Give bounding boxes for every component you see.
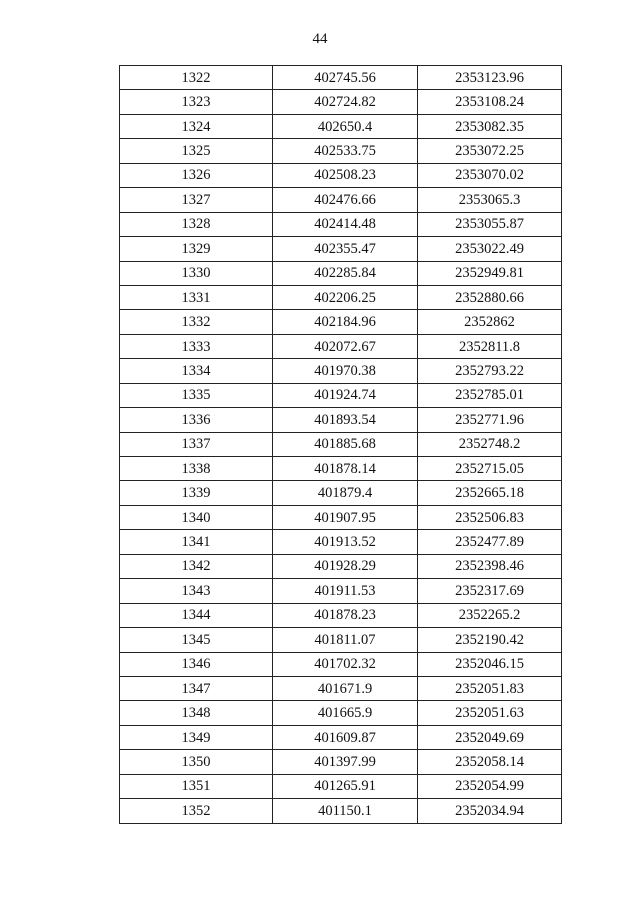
x-coordinate-cell: 401878.23: [273, 603, 418, 627]
coordinates-table-body: [120, 66, 562, 824]
x-coordinate-cell: 401265.91: [273, 774, 418, 798]
table-row: [120, 261, 562, 285]
x-coordinate-cell: 402206.25: [273, 285, 418, 309]
x-coordinate-cell: 402533.75: [273, 139, 418, 163]
point-number-cell: 1332: [120, 310, 273, 334]
y-coordinate-cell: 2352046.15: [418, 652, 562, 676]
table-row: [120, 163, 562, 187]
y-coordinate-cell: 2352058.14: [418, 750, 562, 774]
point-number-cell: 1351: [120, 774, 273, 798]
point-number-cell: 1322: [120, 66, 273, 90]
table-row: [120, 212, 562, 236]
y-coordinate-cell: 2352034.94: [418, 799, 562, 823]
x-coordinate-cell: 401885.68: [273, 432, 418, 456]
y-coordinate-cell: 2353072.25: [418, 139, 562, 163]
y-coordinate-cell: 2352317.69: [418, 579, 562, 603]
x-coordinate-cell: 402476.66: [273, 188, 418, 212]
point-number-cell: 1342: [120, 554, 273, 578]
table-row: [120, 530, 562, 554]
y-coordinate-cell: 2352049.69: [418, 725, 562, 749]
point-number-cell: 1325: [120, 139, 273, 163]
point-number-cell: 1344: [120, 603, 273, 627]
table-row: [120, 652, 562, 676]
point-number-cell: 1338: [120, 457, 273, 481]
point-number-cell: 1346: [120, 652, 273, 676]
x-coordinate-cell: 402184.96: [273, 310, 418, 334]
x-coordinate-cell: 401878.14: [273, 457, 418, 481]
point-number-cell: 1345: [120, 628, 273, 652]
x-coordinate-cell: 401893.54: [273, 408, 418, 432]
point-number-cell: 1334: [120, 359, 273, 383]
x-coordinate-cell: 401150.1: [273, 799, 418, 823]
point-number-cell: 1335: [120, 383, 273, 407]
x-coordinate-cell: 401913.52: [273, 530, 418, 554]
y-coordinate-cell: 2352051.63: [418, 701, 562, 725]
point-number-cell: 1336: [120, 408, 273, 432]
y-coordinate-cell: 2352265.2: [418, 603, 562, 627]
table-row: [120, 432, 562, 456]
x-coordinate-cell: 402508.23: [273, 163, 418, 187]
table-row: [120, 310, 562, 334]
y-coordinate-cell: 2352715.05: [418, 457, 562, 481]
table-row: [120, 285, 562, 309]
table-row: [120, 408, 562, 432]
point-number-cell: 1347: [120, 676, 273, 700]
point-number-cell: 1348: [120, 701, 273, 725]
y-coordinate-cell: 2352880.66: [418, 285, 562, 309]
point-number-cell: 1328: [120, 212, 273, 236]
point-number-cell: 1352: [120, 799, 273, 823]
point-number-cell: 1343: [120, 579, 273, 603]
table-row: [120, 188, 562, 212]
y-coordinate-cell: 2353108.24: [418, 90, 562, 114]
y-coordinate-cell: 2352862: [418, 310, 562, 334]
y-coordinate-cell: 2352477.89: [418, 530, 562, 554]
point-number-cell: 1340: [120, 505, 273, 529]
table-row: [120, 237, 562, 261]
table-row: [120, 359, 562, 383]
table-row: [120, 383, 562, 407]
table-row: [120, 554, 562, 578]
point-number-cell: 1333: [120, 334, 273, 358]
table-row: [120, 90, 562, 114]
y-coordinate-cell: 2353070.02: [418, 163, 562, 187]
y-coordinate-cell: 2352054.99: [418, 774, 562, 798]
table-row: [120, 334, 562, 358]
y-coordinate-cell: 2352785.01: [418, 383, 562, 407]
x-coordinate-cell: 401665.9: [273, 701, 418, 725]
table-row: [120, 139, 562, 163]
table-row: [120, 701, 562, 725]
y-coordinate-cell: 2353055.87: [418, 212, 562, 236]
table-row: [120, 799, 562, 823]
point-number-cell: 1323: [120, 90, 273, 114]
y-coordinate-cell: 2353065.3: [418, 188, 562, 212]
y-coordinate-cell: 2353022.49: [418, 237, 562, 261]
x-coordinate-cell: 401671.9: [273, 676, 418, 700]
x-coordinate-cell: 401924.74: [273, 383, 418, 407]
x-coordinate-cell: 401907.95: [273, 505, 418, 529]
page-number: 44: [312, 31, 328, 47]
table-row: [120, 725, 562, 749]
x-coordinate-cell: 401928.29: [273, 554, 418, 578]
y-coordinate-cell: 2353123.96: [418, 66, 562, 90]
point-number-cell: 1329: [120, 237, 273, 261]
y-coordinate-cell: 2352051.83: [418, 676, 562, 700]
x-coordinate-cell: 402650.4: [273, 114, 418, 138]
x-coordinate-cell: 401970.38: [273, 359, 418, 383]
y-coordinate-cell: 2352748.2: [418, 432, 562, 456]
y-coordinate-cell: 2352771.96: [418, 408, 562, 432]
table-row: [120, 505, 562, 529]
table-row: [120, 676, 562, 700]
x-coordinate-cell: 401397.99: [273, 750, 418, 774]
point-number-cell: 1331: [120, 285, 273, 309]
table-row: [120, 628, 562, 652]
y-coordinate-cell: 2353082.35: [418, 114, 562, 138]
x-coordinate-cell: 402724.82: [273, 90, 418, 114]
y-coordinate-cell: 2352190.42: [418, 628, 562, 652]
x-coordinate-cell: 402285.84: [273, 261, 418, 285]
y-coordinate-cell: 2352949.81: [418, 261, 562, 285]
y-coordinate-cell: 2352665.18: [418, 481, 562, 505]
table-row: [120, 750, 562, 774]
x-coordinate-cell: 402072.67: [273, 334, 418, 358]
x-coordinate-cell: 402355.47: [273, 237, 418, 261]
table-row: [120, 481, 562, 505]
x-coordinate-cell: 402745.56: [273, 66, 418, 90]
point-number-cell: 1350: [120, 750, 273, 774]
y-coordinate-cell: 2352398.46: [418, 554, 562, 578]
x-coordinate-cell: 401911.53: [273, 579, 418, 603]
x-coordinate-cell: 401811.07: [273, 628, 418, 652]
point-number-cell: 1327: [120, 188, 273, 212]
table-row: [120, 457, 562, 481]
table-row: [120, 774, 562, 798]
point-number-cell: 1326: [120, 163, 273, 187]
x-coordinate-cell: 401702.32: [273, 652, 418, 676]
x-coordinate-cell: 402414.48: [273, 212, 418, 236]
table-row: [120, 603, 562, 627]
point-number-cell: 1337: [120, 432, 273, 456]
table-row: [120, 114, 562, 138]
y-coordinate-cell: 2352811.8: [418, 334, 562, 358]
coordinates-table: [119, 65, 562, 824]
y-coordinate-cell: 2352506.83: [418, 505, 562, 529]
x-coordinate-cell: 401609.87: [273, 725, 418, 749]
table-row: [120, 66, 562, 90]
point-number-cell: 1339: [120, 481, 273, 505]
x-coordinate-cell: 401879.4: [273, 481, 418, 505]
y-coordinate-cell: 2352793.22: [418, 359, 562, 383]
point-number-cell: 1330: [120, 261, 273, 285]
point-number-cell: 1341: [120, 530, 273, 554]
point-number-cell: 1349: [120, 725, 273, 749]
table-row: [120, 579, 562, 603]
point-number-cell: 1324: [120, 114, 273, 138]
